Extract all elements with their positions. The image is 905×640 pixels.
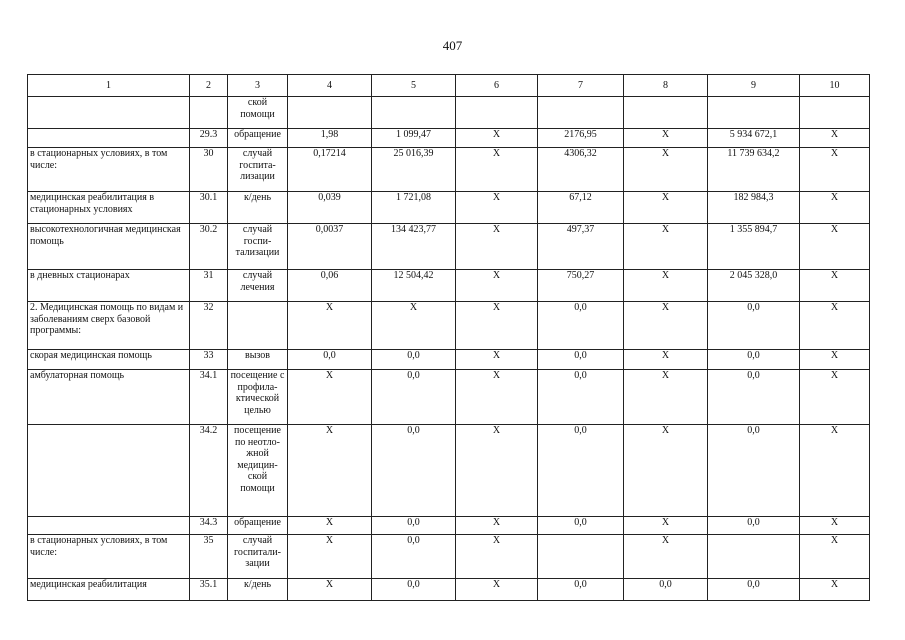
header-cell: 5 [372,75,456,97]
table-row [28,425,870,517]
cell-col2 [190,97,228,129]
cell-col5: 25 016,39 [372,148,456,192]
cell-col1 [28,425,190,517]
cell-col1: медицинская реабилитация [28,579,190,601]
cell-col4: X [288,579,372,601]
cell-col4: 1,98 [288,129,372,148]
table-row [28,192,870,224]
cell-col5: 0,0 [372,535,456,579]
cell-col9: 0,0 [708,425,800,517]
cell-col2: 30.1 [190,192,228,224]
cell-col1: в дневных стационарах [28,270,190,302]
cell-col10: X [800,129,870,148]
cell-col2: 35.1 [190,579,228,601]
cell-col1 [28,97,190,129]
cell-col4: 0,06 [288,270,372,302]
cell-col7: 67,12 [538,192,624,224]
header-row [28,75,870,97]
cell-col10: X [800,148,870,192]
cell-col4: X [288,370,372,425]
cell-col1 [28,129,190,148]
cell-col10: X [800,224,870,270]
cell-col10: X [800,270,870,302]
cell-col10: X [800,535,870,579]
header-cell: 8 [624,75,708,97]
cell-col6: X [456,129,538,148]
cell-col6: X [456,192,538,224]
cell-col5: X [372,302,456,350]
table-row [28,224,870,270]
cell-col1: в стационарных условиях, в том числе: [28,148,190,192]
cell-col10: X [800,192,870,224]
cell-col3: посещение с профила-ктической целью [228,370,288,425]
cell-col9 [708,97,800,129]
cell-col1: скорая медицинская помощь [28,350,190,370]
cell-col3: случай госпитали-зации [228,535,288,579]
cell-col8: X [624,370,708,425]
cell-col6: X [456,535,538,579]
table-row [28,148,870,192]
cell-col5: 0,0 [372,579,456,601]
cell-col9: 0,0 [708,350,800,370]
cell-col9: 0,0 [708,517,800,535]
data-table [27,74,870,601]
cell-col3: случай госпита-лизации [228,148,288,192]
cell-col6: X [456,517,538,535]
cell-col8: 0,0 [624,579,708,601]
cell-col6: X [456,370,538,425]
cell-col10: X [800,302,870,350]
cell-col9: 2 045 328,0 [708,270,800,302]
page-number: 407 [442,38,463,53]
header-cell: 7 [538,75,624,97]
cell-col2: 31 [190,270,228,302]
cell-col7 [538,535,624,579]
cell-col5: 0,0 [372,517,456,535]
cell-col1: медицинская реабилитация в стационарных условиях [28,192,190,224]
cell-col10: X [800,425,870,517]
cell-col1: 2. Медицинская помощь по видам и заболеваниям сверх базовой программы: [28,302,190,350]
cell-col5: 0,0 [372,370,456,425]
cell-col10: X [800,350,870,370]
cell-col3: ской помощи [228,97,288,129]
cell-col3: к/день [228,192,288,224]
cell-col7 [538,97,624,129]
cell-col8: X [624,517,708,535]
cell-col7: 0,0 [538,350,624,370]
cell-col4: X [288,425,372,517]
header-cell: 9 [708,75,800,97]
cell-col5: 1 099,47 [372,129,456,148]
header-cell: 1 [28,75,190,97]
cell-col4: X [288,535,372,579]
cell-col7: 0,0 [538,425,624,517]
cell-col6 [456,97,538,129]
cell-col7: 0,0 [538,579,624,601]
cell-col3: вызов [228,350,288,370]
cell-col4: 0,0037 [288,224,372,270]
cell-col9 [708,535,800,579]
cell-col7: 2176,95 [538,129,624,148]
cell-col7: 497,37 [538,224,624,270]
cell-col3: случай лечения [228,270,288,302]
header-cell: 2 [190,75,228,97]
header-cell: 6 [456,75,538,97]
table-row [28,129,870,148]
cell-col7: 4306,32 [538,148,624,192]
cell-col9: 182 984,3 [708,192,800,224]
cell-col7: 0,0 [538,302,624,350]
cell-col8: X [624,535,708,579]
table-row [28,370,870,425]
cell-col6: X [456,425,538,517]
cell-col3: обращение [228,517,288,535]
cell-col6: X [456,302,538,350]
cell-col10: X [800,579,870,601]
table-row [28,517,870,535]
cell-col7: 0,0 [538,370,624,425]
cell-col8: X [624,302,708,350]
cell-col3: обращение [228,129,288,148]
table-row [28,350,870,370]
cell-col2: 32 [190,302,228,350]
cell-col6: X [456,224,538,270]
header-cell: 3 [228,75,288,97]
header-cell: 10 [800,75,870,97]
cell-col5: 0,0 [372,425,456,517]
cell-col8: X [624,270,708,302]
cell-col3: случай госпи-тализации [228,224,288,270]
cell-col8: X [624,148,708,192]
header-cell: 4 [288,75,372,97]
cell-col8: X [624,425,708,517]
cell-col1 [28,517,190,535]
cell-col2: 35 [190,535,228,579]
cell-col8: X [624,350,708,370]
table-row [28,579,870,601]
cell-col4: X [288,302,372,350]
cell-col2: 34.2 [190,425,228,517]
cell-col9: 0,0 [708,302,800,350]
cell-col2: 30 [190,148,228,192]
cell-col2: 34.1 [190,370,228,425]
cell-col10 [800,97,870,129]
cell-col4: 0,039 [288,192,372,224]
cell-col10: X [800,370,870,425]
cell-col2: 30.2 [190,224,228,270]
cell-col2: 34.3 [190,517,228,535]
cell-col5 [372,97,456,129]
cell-col5: 134 423,77 [372,224,456,270]
cell-col3 [228,302,288,350]
cell-col8: X [624,192,708,224]
cell-col7: 0,0 [538,517,624,535]
cell-col4: 0,17214 [288,148,372,192]
cell-col1: амбулаторная помощь [28,370,190,425]
cell-col1: в стационарных условиях, в том числе: [28,535,190,579]
cell-col7: 750,27 [538,270,624,302]
table-row [28,302,870,350]
cell-col3: к/день [228,579,288,601]
cell-col9: 5 934 672,1 [708,129,800,148]
cell-col5: 12 504,42 [372,270,456,302]
cell-col8: X [624,224,708,270]
cell-col4: 0,0 [288,350,372,370]
cell-col6: X [456,148,538,192]
cell-col4 [288,97,372,129]
cell-col6: X [456,579,538,601]
cell-col9: 0,0 [708,579,800,601]
cell-col2: 29.3 [190,129,228,148]
cell-col6: X [456,350,538,370]
cell-col8: X [624,129,708,148]
table-row [28,535,870,579]
cell-col9: 11 739 634,2 [708,148,800,192]
cell-col5: 0,0 [372,350,456,370]
cell-col3: посещение по неотло-жной медицин-ской помощи [228,425,288,517]
cell-col5: 1 721,08 [372,192,456,224]
cell-col2: 33 [190,350,228,370]
cell-col10: X [800,517,870,535]
cell-col6: X [456,270,538,302]
cell-col8 [624,97,708,129]
cell-col1: высокотехнологичная медицинская помощь [28,224,190,270]
cell-col9: 1 355 894,7 [708,224,800,270]
table-row [28,270,870,302]
table-row [28,97,870,129]
cell-col4: X [288,517,372,535]
cell-col9: 0,0 [708,370,800,425]
